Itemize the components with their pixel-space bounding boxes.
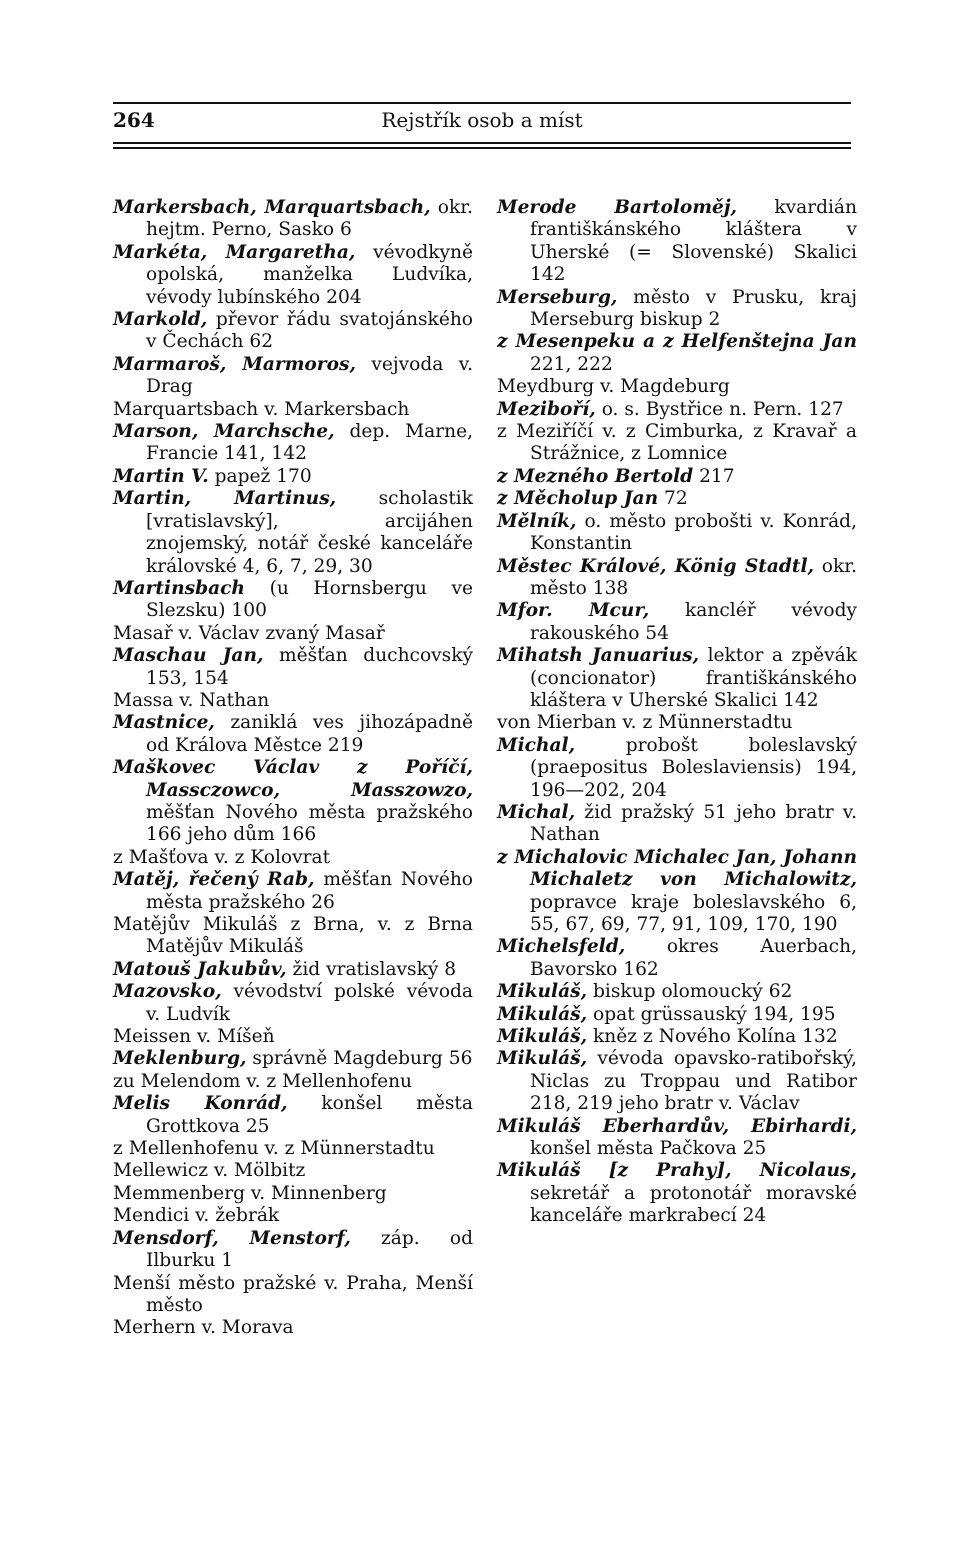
entry-heading: Mikuláš, — [497, 1026, 588, 1048]
index-entry — [113, 1317, 473, 1339]
entry-heading: Meziboří, — [497, 398, 596, 420]
index-entry — [113, 197, 473, 242]
running-title: Rejstřík osob a míst — [381, 108, 583, 132]
index-entry — [113, 1160, 473, 1182]
index-entry — [113, 847, 473, 869]
entry-text: kancléř vévody rakouského 54 — [530, 600, 857, 644]
entry-text: žid vratislavský 8 — [286, 958, 457, 980]
entry-heading: z Měcholup Jan — [497, 488, 659, 510]
entry-text: Massa v. Nathan — [113, 689, 270, 711]
entry-heading: Michal, — [497, 734, 576, 756]
index-entry — [497, 197, 857, 287]
entry-heading: Mikuláš Eberhardův, Ebirhardi, — [497, 1115, 857, 1137]
entry-text: vévoda opavsko-ratibořský, Niclas zu Troppau und Ratibor 218, 219 jeho bratr v. Václav — [530, 1048, 857, 1115]
entry-heading: Merseburg, — [497, 286, 618, 308]
index-entry — [497, 1116, 857, 1161]
header-rule-lower — [113, 147, 851, 149]
index-entry — [497, 511, 857, 556]
index-column-right — [497, 197, 857, 1228]
entry-text: konšel města Grottkova 25 — [146, 1093, 473, 1137]
entry-text: Menší město pražské v. Praha, Menší město — [113, 1272, 473, 1316]
entry-heading: Maschau Jan, — [113, 645, 264, 667]
entry-text: o. s. Bystřice n. Pern. 127 — [595, 398, 844, 420]
entry-text: sekretář a protonotář moravské kanceláře markrabecí 24 — [530, 1182, 857, 1227]
index-entry — [113, 1273, 473, 1318]
index-entry — [497, 1160, 857, 1227]
entry-heading: Markéta, Margaretha, — [113, 241, 356, 263]
entry-heading: Markold, — [113, 309, 208, 331]
index-entry — [113, 1228, 473, 1273]
index-entry — [113, 1138, 473, 1160]
entry-text: 221, 222 — [530, 353, 613, 375]
index-entry — [113, 1205, 473, 1227]
entry-heading: Merode Bartoloměj, — [497, 197, 738, 218]
index-entry — [113, 757, 473, 847]
index-entry — [497, 981, 857, 1003]
entry-text: 72 — [658, 488, 688, 510]
index-entry — [113, 354, 473, 399]
entry-text: Memmenberg v. Minnenberg — [113, 1182, 387, 1204]
entry-heading: z Michalovic Michalec Jan, Johann Michaletz von Michalowitz, — [497, 846, 857, 891]
entry-heading: Mazovsko, — [113, 981, 222, 1003]
entry-text: záp. od Ilburku 1 — [146, 1227, 473, 1272]
entry-text: zu Melendom v. z Mellenhofenu — [113, 1070, 413, 1092]
entry-heading: Marson, Marchsche, — [113, 421, 335, 443]
entry-text: okr. město 138 — [530, 555, 857, 599]
entry-text: Masař v. Václav zvaný Masař — [113, 622, 385, 644]
index-entry — [497, 376, 857, 398]
index-entry — [113, 690, 473, 712]
entry-text: (u Hornsbergu ve Slezsku) 100 — [146, 577, 473, 622]
index-entry — [497, 802, 857, 847]
entry-text: 217 — [693, 465, 735, 487]
entry-text: Merhern v. Morava — [113, 1317, 294, 1339]
entry-text: popravce kraje boleslavského 6, 55, 67, 69, 77, 91, 109, 170, 190 — [530, 891, 857, 935]
entry-heading: Martin V. — [113, 465, 209, 487]
entry-text: správně Magdeburg 56 — [246, 1048, 473, 1070]
entry-text: probošt boleslavský (praepositus Boleslaviensis) 194, 196—202, 204 — [530, 734, 857, 801]
entry-heading: Marmaroš, Marmoros, — [113, 353, 356, 375]
index-entry — [497, 1048, 857, 1115]
entry-heading: Martin, Martinus, — [113, 488, 337, 510]
index-entry — [113, 242, 473, 309]
entry-text: převor řádu svatojánského v Čechách 62 — [146, 309, 473, 353]
entry-text: dep. Marne, Francie 141, 142 — [146, 421, 473, 465]
entry-text: měšťan Nového města pražského 26 — [146, 869, 473, 913]
index-entry — [497, 556, 857, 601]
index-entry — [113, 421, 473, 466]
index-entry — [113, 399, 473, 421]
entry-text: Marquartsbach v. Markersbach — [113, 398, 410, 420]
index-entry — [113, 1183, 473, 1205]
entry-text: Meydburg v. Magdeburg — [497, 376, 730, 398]
index-entry — [113, 1071, 473, 1093]
index-entry — [113, 712, 473, 757]
entry-heading: Melis Konrád, — [113, 1093, 288, 1115]
entry-text: vévodkyně opolská, manželka Ludvíka, vévody lubínského 204 — [146, 241, 473, 308]
entry-text: z Mašťova v. z Kolovrat — [113, 846, 331, 868]
entry-text: žid pražský 51 jeho bratr v. Nathan — [530, 801, 857, 846]
entry-heading: Mikuláš, — [497, 1003, 588, 1025]
index-entry — [497, 399, 857, 421]
index-entry — [113, 1026, 473, 1048]
entry-heading: Matouš Jakubův, — [113, 958, 287, 980]
index-entry — [113, 645, 473, 690]
entry-text: okr. hejtm. Perno, Sasko 6 — [146, 197, 473, 241]
header-rule-upper — [113, 142, 851, 144]
index-entry — [497, 421, 857, 466]
entry-heading: Mikuláš, — [497, 1048, 588, 1070]
entry-text: Mellewicz v. Mölbitz — [113, 1160, 306, 1182]
entry-text: z Mellenhofenu v. z Münnerstadtu — [113, 1138, 435, 1160]
entry-heading: z Mezného Bertold — [497, 465, 694, 487]
entry-text: kvardián františkánského kláštera v Uherské (= Slovenské) Skalici 142 — [530, 197, 857, 286]
index-entry — [497, 287, 857, 332]
entry-text: okres Auerbach, Bavorsko 162 — [530, 936, 857, 980]
entry-text: kněz z Nového Kolína 132 — [587, 1026, 838, 1048]
entry-text: von Mierban v. z Münnerstadtu — [497, 712, 793, 734]
entry-text: Meissen v. Míšeň — [113, 1026, 275, 1048]
entry-heading: Maškovec Václav z Poříčí, Massczowco, Masszowzo, — [113, 757, 473, 801]
entry-text: vévodství polské vévoda v. Ludvík — [146, 981, 473, 1025]
entry-heading: Mikuláš [z Prahy], Nicolaus, — [497, 1160, 857, 1182]
entry-heading: Mělník, — [497, 510, 577, 532]
entry-text: Matějův Mikuláš z Brna, v. z Brna Matějův Mikuláš — [113, 914, 473, 958]
index-entry — [113, 981, 473, 1026]
entry-heading: Martinsbach — [113, 577, 245, 599]
header-top-rule — [113, 102, 851, 104]
page-number: 264 — [113, 108, 155, 132]
entry-text: vejvoda v. Drag — [146, 353, 473, 398]
entry-text: zaniklá ves jihozápadně od Králova Městce 219 — [146, 712, 473, 756]
entry-heading: Markersbach, Marquartsbach, — [113, 197, 431, 218]
entry-text: scholastik [vratislavský], arcijáhen znojemský, notář české kanceláře královské 4, 6, 7, 29, 30 — [146, 488, 473, 577]
index-entry — [113, 914, 473, 959]
index-entry — [113, 1093, 473, 1138]
entry-text: z Meziříčí v. z Cimburka, z Kravař a Strážnice, z Lomnice — [497, 421, 857, 465]
entry-heading: Michal, — [497, 801, 576, 823]
index-entry — [113, 623, 473, 645]
entry-text: opat grüssauský 194, 195 — [587, 1003, 836, 1025]
index-entry — [497, 466, 857, 488]
entry-text: měšťan Nového města pražského 166 jeho dům 166 — [146, 801, 473, 846]
entry-heading: z Mesenpeku a z Helfenštejna Jan — [497, 331, 857, 353]
entry-heading: Městec Králové, König Stadtl, — [497, 555, 815, 577]
index-entry — [497, 735, 857, 802]
index-entry — [113, 1048, 473, 1070]
entry-text: o. město probošti v. Konrád, Konstantin — [530, 510, 857, 555]
index-entry — [113, 466, 473, 488]
index-entry — [497, 645, 857, 712]
entry-text: město v Prusku, kraj Merseburg biskup 2 — [530, 286, 857, 331]
entry-heading: Matěj, řečený Rab, — [113, 869, 315, 891]
entry-text: papež 170 — [208, 465, 312, 487]
entry-heading: Mikuláš, — [497, 981, 588, 1003]
index-entry — [497, 847, 857, 937]
index-entry — [113, 309, 473, 354]
index-entry — [497, 600, 857, 645]
entry-text: biskup olomoucký 62 — [587, 981, 793, 1003]
index-entry — [497, 1004, 857, 1026]
entry-heading: Michelsfeld, — [497, 936, 626, 958]
index-entry — [113, 869, 473, 914]
index-column-left — [113, 197, 473, 1340]
entry-text: lektor a zpěvák (concionator) františkánského kláštera v Uherské Skalici 142 — [530, 645, 857, 711]
index-entry — [497, 331, 857, 376]
entry-heading: Mensdorf, Menstorf, — [113, 1227, 351, 1249]
entry-text: měšťan duchcovský 153, 154 — [146, 645, 473, 689]
entry-heading: Meklenburg, — [113, 1048, 247, 1070]
entry-heading: Mastnice, — [113, 712, 215, 734]
entry-text: Mendici v. žebrák — [113, 1205, 280, 1227]
index-entry — [113, 578, 473, 623]
page-header — [113, 100, 851, 150]
index-entry — [497, 712, 857, 734]
entry-text: konšel města Pačkova 25 — [530, 1138, 767, 1160]
index-entry — [497, 488, 857, 510]
index-entry — [497, 936, 857, 981]
index-entry — [113, 488, 473, 578]
entry-heading: Mihatsh Januarius, — [497, 645, 700, 667]
index-entry — [497, 1026, 857, 1048]
entry-heading: Mfor. Mcur, — [497, 600, 650, 622]
index-entry — [113, 959, 473, 981]
